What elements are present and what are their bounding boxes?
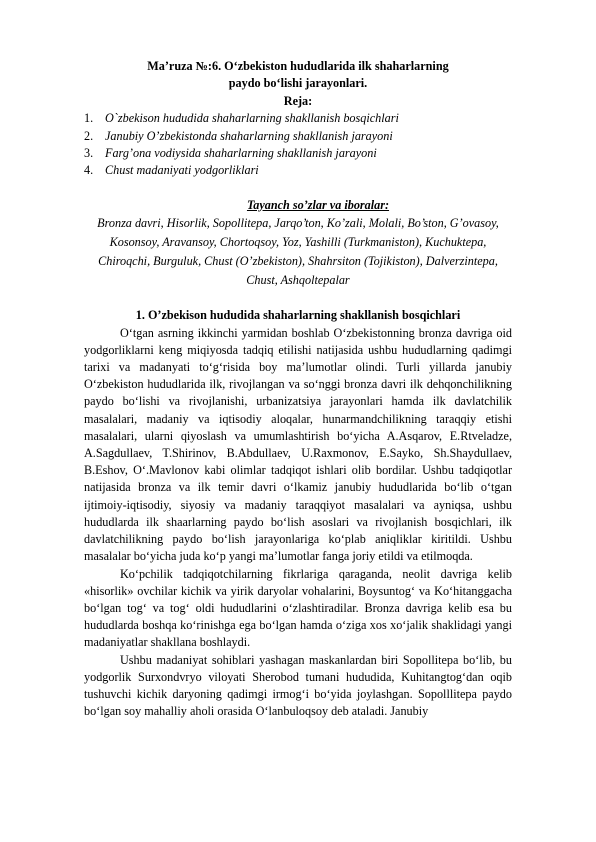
body-paragraph: Ko‘pchilik tadqiqotchilarning fikrlariga qaraganda, neolit davriga kelib «hisorlik» ovchilar kichik va yirik daryolar vohalarini, Boysuntog‘ va Ko‘hitanggacha bo‘lgan tog‘ va tog‘ oldi hududlarini o‘zlashtiradilar. Bronza davriga kelib esa bu hududlarda boshqa ko‘rinishga ega bo‘lgan hamda o‘ziga xos xo‘jalik shaklidagi yangi madaniyatlar shakllana boshlaydi. <box>84 566 512 650</box>
lecture-title-line-2: paydo bo‘lishi jarayonlari. <box>228 76 368 91</box>
keywords-text: Bronza davri, Hisorlik, Sopollitepa, Jarqo’ton, Ko’zali, Molali, Bo’ston, G’ovasoy, Kosonsoy, Aravansoy, Chortoqsoy, Yoz, Yashilli (Turkmaniston), Kuchuktepa, Chiroqchi, Burguluk, Chust (O’zbekiston), Shahrsiton (Tojikiston), Dalverzintepa, Chust, Ashqoltepalar <box>97 216 499 288</box>
plan-item-text: Janubiy O’zbekistonda shaharlarning shakllanish jarayoni <box>105 128 393 143</box>
plan-item-number: 1. <box>84 111 94 126</box>
plan-item <box>84 128 512 145</box>
plan-item-text: Chust madaniyati yodgorliklari <box>105 163 259 178</box>
body-paragraph: Ushbu madaniyat sohiblari yashagan maskanlardan biri Sopollitepa bo‘lib, bu yodgorlik Surxondvryo viloyati Sherobod tumani hududida, Kuhitangtog‘dan oqib tushuvchi kichik daryoning qadimgi irmog‘i bo‘yida joylashgan. Sopolllitepa paydo bo‘lgan soy mahalliy aholi orasida O‘lanbuloqsoy deb ataladi. Janubiy <box>84 652 512 719</box>
plan-item-number: 2. <box>84 128 94 143</box>
keywords-heading: Tayanch so’zlar va iboralar: <box>246 197 390 212</box>
plan-item <box>84 162 512 179</box>
plan-item-number: 3. <box>84 146 94 161</box>
plan-item-number: 4. <box>84 163 94 178</box>
lecture-title <box>84 58 512 93</box>
body-paragraph: O‘tgan asrning ikkinchi yarmidan boshlab O‘zbekistonning bronza davriga oid yodgorliklarni keng miqiyosda tadqiq etilishi natijasida ushbu hududlarning qadimgi tarixi va madanyati to‘g‘risida boy ma’lumotlar olindi. Turli yillarda janubiy O‘zbekiston hududlarida ilk, rivojlangan va so‘nggi bronza davri ilk dehqonchilikning paydo bo‘lishi va rivojlanishi, urbanizatsiya jarayonlari hamda ilk davlatchilik masalalari, madaniy va iqtisodiy aloqalar, hunarmandchilikning taraqqiy etishi masalalari, ularni qiyoslash va umumlashtirish bo‘yicha A.Asqarov, E.Rtveladze, A.Sagdullaev, T.Shirinov, B.Abdullaev, U.Raxmonov, E.Sayko, Sh.Shaydullaev, B.Eshov, O‘.Mavlonov kabi olimlar tadqiqot ishlari olib bordilar. Ushbu tadqiqotlar natijasida bronza va ilk temir davri o‘lkamiz janubiy hududlarida bo‘lib o‘tgan ijtimoiy-iqtisodiy, siyosiy va madaniy taraqqiyot masalalari va ayniqsa, ushbu hududlarda ilk shaarlarning paydo bo‘lish asoslari va rivojlanish bosqichlari, ilk davlatchilikning paydo bo‘lish jarayonlariga ko‘plab aniqliklar kiritildi. Ushbu masalalar bo‘yicha juda ko‘p yangi ma’lumotlar fanga joriy etildi va etilmoqda. <box>84 325 512 564</box>
plan-list <box>84 110 512 180</box>
document-page <box>84 58 512 720</box>
plan-item <box>84 145 512 162</box>
plan-heading: Reja: <box>283 93 313 108</box>
plan-item-text: Farg’ona vodiysida shaharlarning shakllanish jarayoni <box>105 146 377 161</box>
lecture-title-line-1: Ma’ruza №:6. O‘zbekiston hududlarida ilk shaharlarning <box>147 59 449 73</box>
plan-item-text: O`zbekison hududida shaharlarning shakllanish bosqichlari <box>105 111 399 126</box>
section-heading: 1. O’zbekison hududida shaharlarning shakllanish bosqichlari <box>135 308 461 323</box>
plan-item <box>84 110 512 127</box>
